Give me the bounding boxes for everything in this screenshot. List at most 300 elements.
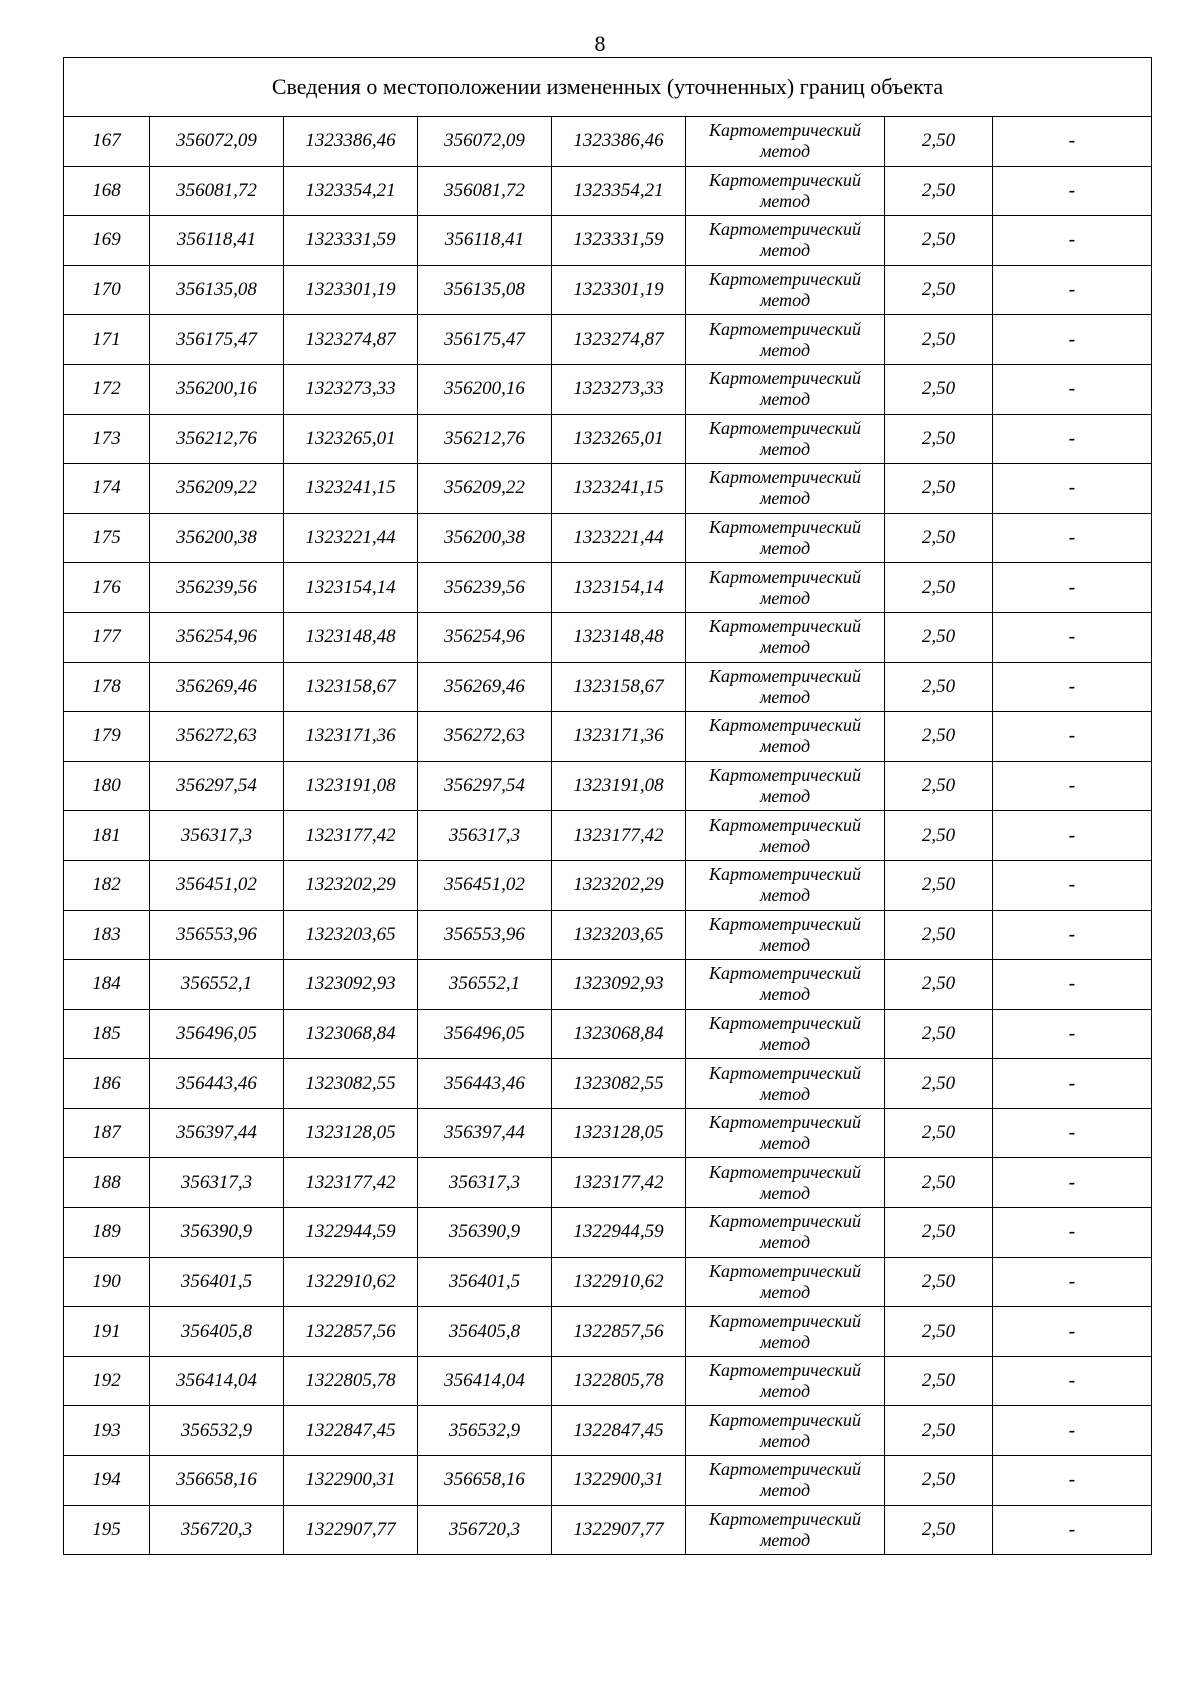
point-number-cell: 181	[64, 811, 150, 861]
refined-x-cell: 356414,04	[418, 1356, 552, 1406]
refined-x-cell: 356072,09	[418, 117, 552, 167]
accuracy-cell: 2,50	[885, 315, 993, 365]
accuracy-cell: 2,50	[885, 464, 993, 514]
existing-x-cell: 356297,54	[150, 761, 284, 811]
method-cell	[686, 414, 885, 464]
description-cell: -	[993, 513, 1152, 563]
table-row	[64, 1307, 1152, 1357]
accuracy-cell: 2,50	[885, 1059, 993, 1109]
existing-y-cell: 1323274,87	[284, 315, 418, 365]
method-line-1: Картометрический	[708, 467, 861, 488]
method-line-2: метод	[759, 1232, 811, 1253]
method-line-2: метод	[759, 786, 811, 807]
refined-x-cell: 356405,8	[418, 1307, 552, 1357]
existing-y-cell: 1322907,77	[284, 1505, 418, 1555]
description-cell: -	[993, 811, 1152, 861]
point-number-cell: 188	[64, 1158, 150, 1208]
existing-y-cell: 1322857,56	[284, 1307, 418, 1357]
accuracy-cell: 2,50	[885, 265, 993, 315]
refined-y-cell: 1323203,65	[552, 910, 686, 960]
method-line-2: метод	[759, 141, 811, 162]
method-line-2: метод	[759, 637, 811, 658]
table-row	[64, 1009, 1152, 1059]
method-line-2: метод	[759, 1182, 811, 1203]
method-line-2: метод	[759, 389, 811, 410]
point-number-cell: 167	[64, 117, 150, 167]
method-line-2: метод	[759, 1133, 811, 1154]
point-number-cell: 187	[64, 1108, 150, 1158]
accuracy-cell: 2,50	[885, 1456, 993, 1506]
existing-y-cell: 1323354,21	[284, 166, 418, 216]
table-row	[64, 1208, 1152, 1258]
method-line-1: Картометрический	[708, 169, 861, 190]
point-number-cell: 189	[64, 1208, 150, 1258]
existing-y-cell: 1322910,62	[284, 1257, 418, 1307]
table-row	[64, 513, 1152, 563]
method-line-1: Картометрический	[708, 1459, 861, 1480]
table-row	[64, 1356, 1152, 1406]
accuracy-cell: 2,50	[885, 712, 993, 762]
description-cell: -	[993, 960, 1152, 1010]
refined-x-cell: 356209,22	[418, 464, 552, 514]
page-number: 8	[594, 31, 606, 56]
method-line-1: Картометрический	[708, 269, 861, 290]
point-number-cell: 195	[64, 1505, 150, 1555]
method-cell	[686, 1456, 885, 1506]
point-number-cell: 183	[64, 910, 150, 960]
table-row	[64, 315, 1152, 365]
point-number-cell: 174	[64, 464, 150, 514]
refined-y-cell: 1323068,84	[552, 1009, 686, 1059]
accuracy-cell: 2,50	[885, 1158, 993, 1208]
method-line-1: Картометрический	[708, 368, 861, 389]
existing-y-cell: 1323177,42	[284, 811, 418, 861]
point-number-cell: 172	[64, 364, 150, 414]
description-cell: -	[993, 910, 1152, 960]
method-cell	[686, 216, 885, 266]
table-row	[64, 265, 1152, 315]
refined-x-cell: 356317,3	[418, 811, 552, 861]
refined-y-cell: 1323274,87	[552, 315, 686, 365]
method-line-1: Картометрический	[708, 963, 861, 984]
accuracy-cell: 2,50	[885, 364, 993, 414]
refined-y-cell: 1323354,21	[552, 166, 686, 216]
point-number-cell: 175	[64, 513, 150, 563]
accuracy-cell: 2,50	[885, 563, 993, 613]
refined-y-cell: 1323128,05	[552, 1108, 686, 1158]
existing-y-cell: 1323386,46	[284, 117, 418, 167]
refined-x-cell: 356254,96	[418, 612, 552, 662]
method-line-1: Картометрический	[708, 616, 861, 637]
method-cell	[686, 712, 885, 762]
table-row	[64, 1456, 1152, 1506]
refined-y-cell: 1323221,44	[552, 513, 686, 563]
description-cell: -	[993, 1456, 1152, 1506]
method-line-1: Картометрический	[708, 913, 861, 934]
description-cell: -	[993, 712, 1152, 762]
method-line-1: Картометрический	[708, 1112, 861, 1133]
refined-x-cell: 356552,1	[418, 960, 552, 1010]
description-cell: -	[993, 414, 1152, 464]
accuracy-cell: 2,50	[885, 216, 993, 266]
refined-y-cell: 1323202,29	[552, 860, 686, 910]
refined-y-cell: 1323273,33	[552, 364, 686, 414]
table-row	[64, 960, 1152, 1010]
existing-y-cell: 1323331,59	[284, 216, 418, 266]
existing-y-cell: 1323128,05	[284, 1108, 418, 1158]
existing-y-cell: 1322944,59	[284, 1208, 418, 1258]
refined-x-cell: 356081,72	[418, 166, 552, 216]
table-row	[64, 612, 1152, 662]
existing-y-cell: 1323241,15	[284, 464, 418, 514]
description-cell: -	[993, 1108, 1152, 1158]
refined-x-cell: 356272,63	[418, 712, 552, 762]
existing-y-cell: 1322847,45	[284, 1406, 418, 1456]
point-number-cell: 186	[64, 1059, 150, 1109]
method-line-2: метод	[759, 1430, 811, 1451]
point-number-cell: 184	[64, 960, 150, 1010]
method-cell	[686, 364, 885, 414]
existing-x-cell: 356532,9	[150, 1406, 284, 1456]
point-number-cell: 185	[64, 1009, 150, 1059]
method-cell	[686, 761, 885, 811]
method-cell	[686, 1257, 885, 1307]
refined-x-cell: 356496,05	[418, 1009, 552, 1059]
method-line-1: Картометрический	[708, 765, 861, 786]
table-title: Сведения о местоположении измененных (уточненных) границ объекта	[64, 58, 1152, 117]
table-row	[64, 1158, 1152, 1208]
description-cell: -	[993, 464, 1152, 514]
point-number-cell: 178	[64, 662, 150, 712]
method-line-2: метод	[759, 1083, 811, 1104]
method-line-1: Картометрический	[708, 1161, 861, 1182]
method-line-2: метод	[759, 488, 811, 509]
existing-x-cell: 356390,9	[150, 1208, 284, 1258]
point-number-cell: 191	[64, 1307, 150, 1357]
refined-x-cell: 356443,46	[418, 1059, 552, 1109]
existing-y-cell: 1323221,44	[284, 513, 418, 563]
existing-x-cell: 356118,41	[150, 216, 284, 266]
method-cell	[686, 563, 885, 613]
method-line-1: Картометрический	[708, 814, 861, 835]
refined-x-cell: 356118,41	[418, 216, 552, 266]
existing-y-cell: 1322805,78	[284, 1356, 418, 1406]
method-cell	[686, 1356, 885, 1406]
point-number-cell: 177	[64, 612, 150, 662]
existing-x-cell: 356272,63	[150, 712, 284, 762]
description-cell: -	[993, 315, 1152, 365]
table-row	[64, 662, 1152, 712]
method-line-1: Картометрический	[708, 864, 861, 885]
method-cell	[686, 1307, 885, 1357]
method-line-2: метод	[759, 885, 811, 906]
refined-y-cell: 1323191,08	[552, 761, 686, 811]
existing-x-cell: 356317,3	[150, 811, 284, 861]
refined-x-cell: 356317,3	[418, 1158, 552, 1208]
refined-y-cell: 1322910,62	[552, 1257, 686, 1307]
description-cell: -	[993, 166, 1152, 216]
existing-x-cell: 356135,08	[150, 265, 284, 315]
refined-x-cell: 356200,38	[418, 513, 552, 563]
table-row	[64, 761, 1152, 811]
description-cell: -	[993, 364, 1152, 414]
table-row	[64, 1108, 1152, 1158]
existing-y-cell: 1323158,67	[284, 662, 418, 712]
existing-y-cell: 1323177,42	[284, 1158, 418, 1208]
point-number-cell: 190	[64, 1257, 150, 1307]
refined-y-cell: 1322805,78	[552, 1356, 686, 1406]
refined-y-cell: 1323154,14	[552, 563, 686, 613]
existing-x-cell: 356212,76	[150, 414, 284, 464]
table-row	[64, 364, 1152, 414]
existing-x-cell: 356496,05	[150, 1009, 284, 1059]
method-cell	[686, 1009, 885, 1059]
point-number-cell: 170	[64, 265, 150, 315]
existing-y-cell: 1323273,33	[284, 364, 418, 414]
refined-x-cell: 356175,47	[418, 315, 552, 365]
existing-y-cell: 1323082,55	[284, 1059, 418, 1109]
refined-x-cell: 356135,08	[418, 265, 552, 315]
existing-x-cell: 356317,3	[150, 1158, 284, 1208]
existing-y-cell: 1323203,65	[284, 910, 418, 960]
boundary-coordinates-table	[63, 57, 1152, 1555]
existing-y-cell: 1323301,19	[284, 265, 418, 315]
method-line-2: метод	[759, 1281, 811, 1302]
existing-y-cell: 1322900,31	[284, 1456, 418, 1506]
refined-x-cell: 356397,44	[418, 1108, 552, 1158]
description-cell: -	[993, 1158, 1152, 1208]
table-row	[64, 1257, 1152, 1307]
existing-x-cell: 356081,72	[150, 166, 284, 216]
refined-y-cell: 1323241,15	[552, 464, 686, 514]
refined-y-cell: 1323386,46	[552, 117, 686, 167]
point-number-cell: 169	[64, 216, 150, 266]
point-number-cell: 194	[64, 1456, 150, 1506]
method-line-2: метод	[759, 438, 811, 459]
description-cell: -	[993, 761, 1152, 811]
refined-x-cell: 356390,9	[418, 1208, 552, 1258]
accuracy-cell: 2,50	[885, 662, 993, 712]
table-row	[64, 216, 1152, 266]
description-cell: -	[993, 265, 1152, 315]
refined-x-cell: 356239,56	[418, 563, 552, 613]
refined-y-cell: 1323265,01	[552, 414, 686, 464]
refined-y-cell: 1323082,55	[552, 1059, 686, 1109]
description-cell: -	[993, 1406, 1152, 1456]
refined-y-cell: 1322907,77	[552, 1505, 686, 1555]
existing-y-cell: 1323148,48	[284, 612, 418, 662]
existing-y-cell: 1323171,36	[284, 712, 418, 762]
method-line-2: метод	[759, 984, 811, 1005]
existing-x-cell: 356401,5	[150, 1257, 284, 1307]
table-row	[64, 464, 1152, 514]
description-cell: -	[993, 1059, 1152, 1109]
refined-y-cell: 1322900,31	[552, 1456, 686, 1506]
table-row	[64, 910, 1152, 960]
method-cell	[686, 464, 885, 514]
method-cell	[686, 612, 885, 662]
accuracy-cell: 2,50	[885, 761, 993, 811]
existing-x-cell: 356397,44	[150, 1108, 284, 1158]
accuracy-cell: 2,50	[885, 910, 993, 960]
method-line-1: Картометрический	[708, 1260, 861, 1281]
method-line-1: Картометрический	[708, 417, 861, 438]
accuracy-cell: 2,50	[885, 1108, 993, 1158]
method-line-2: метод	[759, 934, 811, 955]
method-cell	[686, 1505, 885, 1555]
accuracy-cell: 2,50	[885, 1307, 993, 1357]
accuracy-cell: 2,50	[885, 1257, 993, 1307]
refined-x-cell: 356212,76	[418, 414, 552, 464]
description-cell: -	[993, 1257, 1152, 1307]
existing-y-cell: 1323191,08	[284, 761, 418, 811]
method-line-1: Картометрический	[708, 219, 861, 240]
point-number-cell: 180	[64, 761, 150, 811]
refined-y-cell: 1323148,48	[552, 612, 686, 662]
accuracy-cell: 2,50	[885, 1009, 993, 1059]
table-body	[64, 117, 1152, 1555]
method-cell	[686, 1059, 885, 1109]
method-cell	[686, 1208, 885, 1258]
method-line-1: Картометрический	[708, 1409, 861, 1430]
existing-y-cell: 1323265,01	[284, 414, 418, 464]
existing-y-cell: 1323202,29	[284, 860, 418, 910]
method-line-1: Картометрический	[708, 517, 861, 538]
method-cell	[686, 910, 885, 960]
point-number-cell: 182	[64, 860, 150, 910]
existing-x-cell: 356200,38	[150, 513, 284, 563]
refined-y-cell: 1323331,59	[552, 216, 686, 266]
accuracy-cell: 2,50	[885, 513, 993, 563]
existing-x-cell: 356209,22	[150, 464, 284, 514]
method-cell	[686, 166, 885, 216]
table-row	[64, 414, 1152, 464]
method-line-2: метод	[759, 1480, 811, 1501]
refined-x-cell: 356720,3	[418, 1505, 552, 1555]
table-row	[64, 860, 1152, 910]
method-cell	[686, 117, 885, 167]
existing-x-cell: 356720,3	[150, 1505, 284, 1555]
existing-x-cell: 356254,96	[150, 612, 284, 662]
method-cell	[686, 1406, 885, 1456]
method-line-1: Картометрический	[708, 665, 861, 686]
refined-y-cell: 1323171,36	[552, 712, 686, 762]
table-title-row	[64, 58, 1152, 117]
method-cell	[686, 315, 885, 365]
table-row	[64, 712, 1152, 762]
description-cell: -	[993, 1356, 1152, 1406]
method-line-2: метод	[759, 587, 811, 608]
refined-y-cell: 1323301,19	[552, 265, 686, 315]
method-line-2: метод	[759, 538, 811, 559]
refined-y-cell: 1322857,56	[552, 1307, 686, 1357]
refined-x-cell: 356451,02	[418, 860, 552, 910]
method-line-2: метод	[759, 1331, 811, 1352]
method-line-1: Картометрический	[708, 1310, 861, 1331]
refined-y-cell: 1323092,93	[552, 960, 686, 1010]
method-line-1: Картометрический	[708, 1360, 861, 1381]
accuracy-cell: 2,50	[885, 166, 993, 216]
point-number-cell: 171	[64, 315, 150, 365]
existing-x-cell: 356269,46	[150, 662, 284, 712]
method-line-1: Картометрический	[708, 1012, 861, 1033]
refined-x-cell: 356532,9	[418, 1406, 552, 1456]
method-line-1: Картометрический	[708, 715, 861, 736]
method-line-2: метод	[759, 1033, 811, 1054]
method-cell	[686, 960, 885, 1010]
method-cell	[686, 811, 885, 861]
existing-x-cell: 356405,8	[150, 1307, 284, 1357]
description-cell: -	[993, 563, 1152, 613]
existing-y-cell: 1323092,93	[284, 960, 418, 1010]
existing-x-cell: 356553,96	[150, 910, 284, 960]
method-line-1: Картометрический	[708, 1211, 861, 1232]
accuracy-cell: 2,50	[885, 1208, 993, 1258]
method-line-2: метод	[759, 736, 811, 757]
existing-y-cell: 1323154,14	[284, 563, 418, 613]
existing-x-cell: 356175,47	[150, 315, 284, 365]
description-cell: -	[993, 860, 1152, 910]
accuracy-cell: 2,50	[885, 1505, 993, 1555]
existing-x-cell: 356414,04	[150, 1356, 284, 1406]
refined-x-cell: 356658,16	[418, 1456, 552, 1506]
existing-x-cell: 356200,16	[150, 364, 284, 414]
point-number-cell: 176	[64, 563, 150, 613]
method-line-1: Картометрический	[708, 1508, 861, 1529]
refined-x-cell: 356269,46	[418, 662, 552, 712]
refined-y-cell: 1323158,67	[552, 662, 686, 712]
refined-x-cell: 356200,16	[418, 364, 552, 414]
description-cell: -	[993, 216, 1152, 266]
method-line-1: Картометрический	[708, 318, 861, 339]
method-line-2: метод	[759, 1529, 811, 1550]
table-row	[64, 117, 1152, 167]
existing-x-cell: 356552,1	[150, 960, 284, 1010]
table-row	[64, 166, 1152, 216]
refined-y-cell: 1322944,59	[552, 1208, 686, 1258]
existing-x-cell: 356072,09	[150, 117, 284, 167]
existing-y-cell: 1323068,84	[284, 1009, 418, 1059]
refined-x-cell: 356401,5	[418, 1257, 552, 1307]
point-number-cell: 173	[64, 414, 150, 464]
accuracy-cell: 2,50	[885, 811, 993, 861]
description-cell: -	[993, 1009, 1152, 1059]
accuracy-cell: 2,50	[885, 612, 993, 662]
description-cell: -	[993, 117, 1152, 167]
accuracy-cell: 2,50	[885, 1356, 993, 1406]
refined-y-cell: 1323177,42	[552, 811, 686, 861]
method-cell	[686, 513, 885, 563]
refined-y-cell: 1322847,45	[552, 1406, 686, 1456]
existing-x-cell: 356239,56	[150, 563, 284, 613]
method-line-2: метод	[759, 339, 811, 360]
point-number-cell: 193	[64, 1406, 150, 1456]
method-line-2: метод	[759, 686, 811, 707]
description-cell: -	[993, 612, 1152, 662]
refined-x-cell: 356553,96	[418, 910, 552, 960]
method-line-1: Картометрический	[708, 566, 861, 587]
accuracy-cell: 2,50	[885, 117, 993, 167]
accuracy-cell: 2,50	[885, 860, 993, 910]
method-line-2: метод	[759, 190, 811, 211]
accuracy-cell: 2,50	[885, 960, 993, 1010]
table-row	[64, 563, 1152, 613]
method-cell	[686, 662, 885, 712]
refined-y-cell: 1323177,42	[552, 1158, 686, 1208]
method-line-1: Картометрический	[708, 120, 861, 141]
method-cell	[686, 1108, 885, 1158]
method-line-2: метод	[759, 240, 811, 261]
